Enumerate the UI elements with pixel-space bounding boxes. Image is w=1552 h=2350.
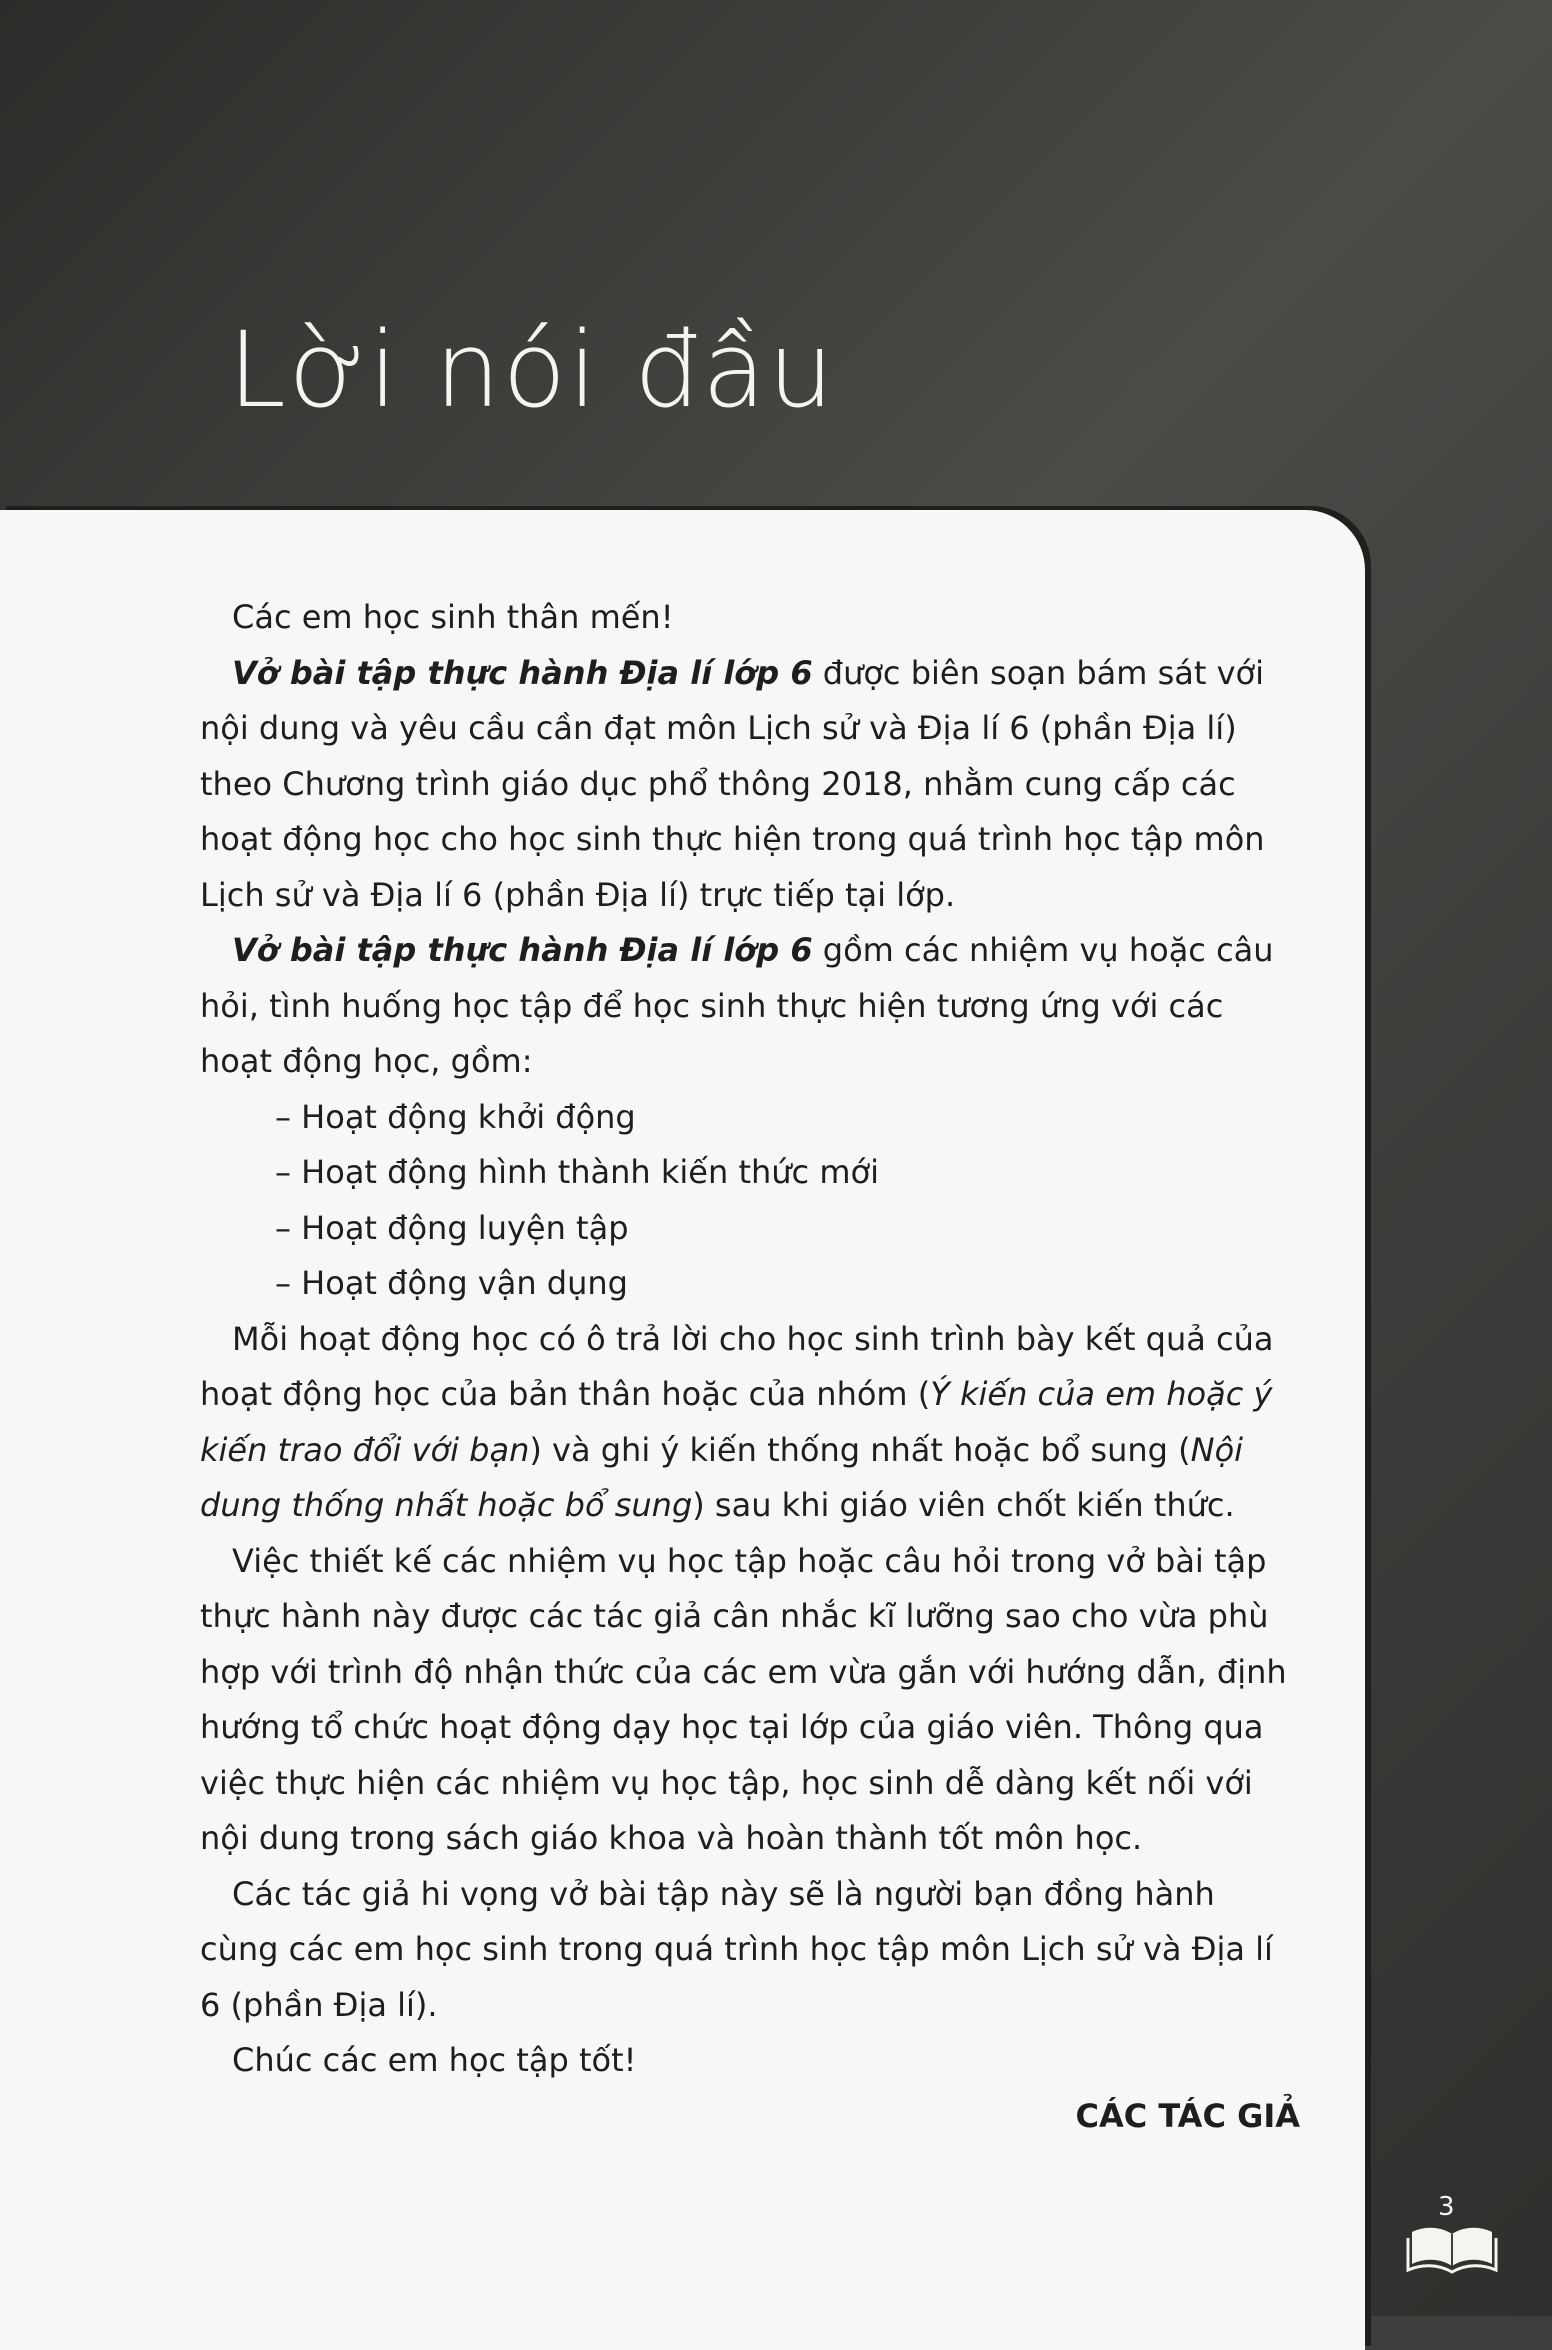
italic-text: Ý kiến của em hoặc ý kiến trao đổi với bạn (200, 1375, 1273, 1469)
paragraph-hope: Các tác giả hi vọng vở bài tập này sẽ là người bạn đồng hành cùng các em học sinh trong quá trình học tập môn Lịch sử và Địa lí 6 (phần Địa lí). (200, 1874, 1273, 2024)
paragraph-intro-text: được biên soạn bám sát với nội dung và yêu cầu cần đạt môn Lịch sử và Địa lí 6 (phần Địa lí) theo Chương trình giáo dục phổ thông 2018, nhằm cung cấp các hoạt động học cho học sinh thực hiện trong quá trình học tập môn Lịch sử và Địa lí 6 (phần Địa lí) trực tiếp tại lớp. (200, 653, 1265, 914)
text-run: ) sau khi giáo viên chốt kiến thức. (692, 1486, 1235, 1524)
book-title: Vở bài tập thực hành Địa lí lớp 6 (232, 931, 813, 969)
text-run: ) và ghi ý kiến thống nhất hoặc bổ sung ( (529, 1430, 1191, 1469)
paragraph-design: Việc thiết kế các nhiệm vụ học tập hoặc câu hỏi trong vở bài tập thực hành này được các tác giả cân nhắc kĩ lưỡng sao cho vừa phù hợp với trình độ nhận thức của các em vừa gắn với hướng dẫn, định hướng tổ chức hoạt động dạy học tại lớp của giáo viên. Thông qua việc thực hiện các nhiệm vụ học tập, học sinh dễ dàng kết nối với nội dung trong sách giáo khoa và hoàn thành tốt môn học. (200, 1541, 1287, 1857)
open-book-icon (1404, 2220, 1500, 2274)
paragraph-structure-text: gồm các nhiệm vụ hoặc câu hỏi, tình huống học tập để học sinh thực hiện tương ứng với các hoạt động học, gồm: (200, 931, 1274, 1080)
list-item: – Hoạt động vận dụng (275, 1264, 628, 1302)
book-title: Vở bài tập thực hành Địa lí lớp 6 (232, 653, 813, 692)
page-title: Lời nói đầu (228, 309, 836, 431)
list-item: – Hoạt động hình thành kiến thức mới (275, 1153, 879, 1191)
page-number: 3 (1438, 2192, 1455, 2222)
preface-body (200, 590, 1300, 2144)
list-item: – Hoạt động khởi động (275, 1097, 636, 1136)
paragraph-intro (200, 646, 1300, 924)
content-card (0, 510, 1365, 2350)
text-run: Mỗi hoạt động học có ô trả lời cho học sinh trình bày kết quả của hoạt động học của bản thân hoặc của nhóm ( (200, 1319, 1274, 1413)
list-item: – Hoạt động luyện tập (275, 1208, 629, 1247)
italic-text: Nội dung thống nhất hoặc bổ sung (200, 1430, 1244, 1524)
paragraph-structure (200, 923, 1300, 1090)
paragraph-answer-box (200, 1312, 1300, 1534)
greeting: Các em học sinh thân mến! (232, 598, 674, 636)
activity-list (200, 1090, 1300, 1312)
signature: CÁC TÁC GIẢ (1075, 2096, 1300, 2135)
closing-wish: Chúc các em học tập tốt! (232, 2041, 637, 2079)
